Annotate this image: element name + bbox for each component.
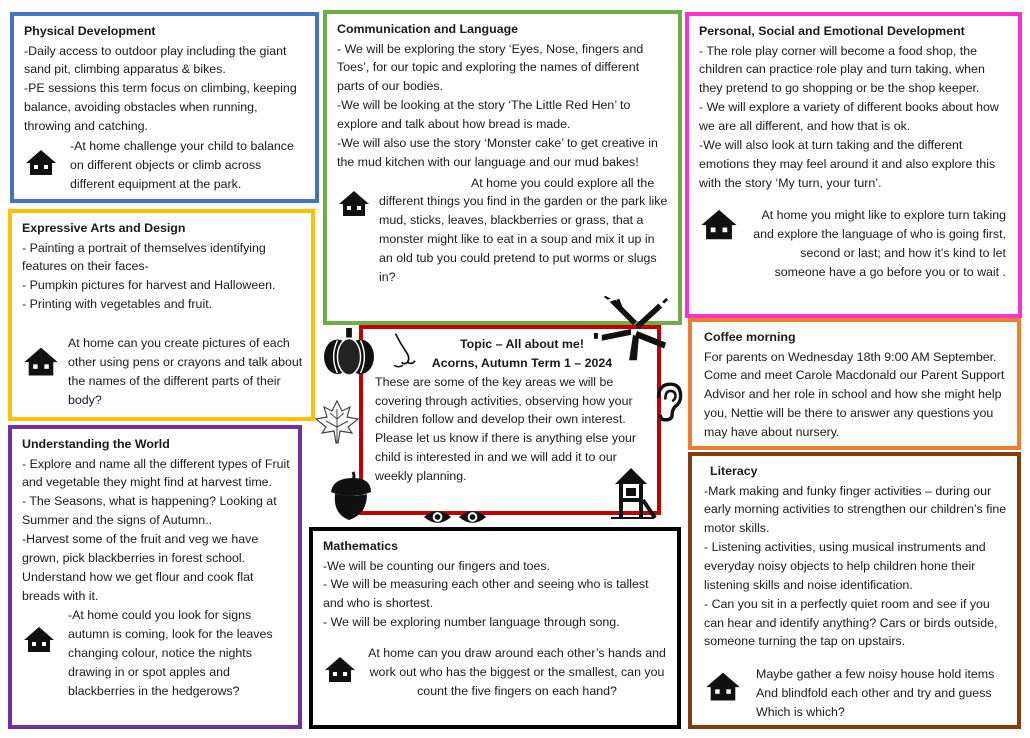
house-icon	[24, 147, 58, 177]
world-title: Understanding the World	[22, 437, 170, 451]
world-home	[22, 606, 290, 700]
coffee-box	[688, 318, 1021, 450]
literacy-line: - Listening activities, using musical instruments and everyday noisy objects to help children hone their listening skills and noise identification.	[704, 540, 986, 592]
communication-line: - We will be exploring the story ‘Eyes, Nose, fingers and Toes’, for our topic and exploring the names of different parts of our bodies.	[337, 41, 644, 94]
literacy-title: Literacy	[710, 464, 758, 478]
communication-line: -We will be looking at the story ‘The Little Red Hen’ to explore and talk about how bread is made.	[337, 98, 631, 131]
arts-box	[8, 209, 315, 421]
leaf-icon	[312, 397, 362, 447]
ear-icon	[650, 380, 684, 424]
communication-home	[337, 174, 670, 287]
acorn-icon	[325, 470, 375, 524]
literacy-line: -Mark making and funky finger activities – during our early morning activities to strengthen our children’s fine motor skills.	[704, 483, 1007, 536]
physical-line: -PE sessions this term focus on climbing, keeping balance, avoiding obstacles when running, throwing and catching.	[24, 81, 297, 133]
pse-home	[699, 206, 1010, 281]
pse-line: - The role play corner will become a food shop, the children can practice role play and turn taking, when they pretend to go shopping or be the shop keeper.	[699, 43, 985, 96]
communication-title: Communication and Language	[337, 22, 519, 36]
pse-home-text: At home you might like to explore turn taking and explore the language of who is going first, second or last; and how it’s kind to let someone have a go before you or to wait .	[753, 208, 1006, 279]
coffee-title: Coffee morning	[704, 330, 796, 344]
maths-title: Mathematics	[323, 539, 399, 553]
maths-home-text: At home can you draw around each other’s hands and work out who has the biggest or the smallest, can you count the five fingers on each hand?	[368, 645, 666, 698]
pse-title: Personal, Social and Emotional Development	[699, 24, 965, 38]
physical-home-text: -At home challenge your child to balance on different objects or climb across different equipment at the park.	[70, 138, 294, 191]
topic-subtitle: Acorns, Autumn Term 1 – 2024	[431, 355, 613, 370]
world-line: - Explore and name all the different types of Fruit and vegetable they might find at harvest time.	[22, 456, 290, 490]
house-icon	[323, 654, 357, 684]
world-line: - The Seasons, what is happening? Looking at Summer and the signs of Autumn..	[22, 494, 277, 528]
arts-line: - Painting a portrait of themselves identifying features on their faces-	[22, 240, 266, 274]
communication-home-text: At home you could explore all the different things you find in the garden or the park like mud, sticks, leaves, blackberries or grass, that a monster might like to eat in a soup and mix it up in an old tub you could pretend to put worms or slugs in?	[379, 175, 668, 284]
physical-line: -Daily access to outdoor play including the giant sand pit, climbing apparatus & bikes.	[24, 43, 287, 77]
hands-icon	[594, 295, 672, 365]
coffee-body: For parents on Wednesday 18th 9:00 AM September. Come and meet Carole Macdonald our Parent Support Advisor and her role in school and how she might help you, Nettie will be there to answer any questions you may have about nursery.	[704, 349, 1005, 439]
pse-line: -We will also look at turn taking and the different emotions they may feel around it and also explore this with the story ‘My turn, your turn’.	[699, 137, 996, 190]
arts-home	[22, 334, 303, 409]
physical-title: Physical Development	[24, 24, 156, 38]
house-icon	[699, 206, 739, 242]
physical-home	[24, 137, 307, 194]
world-home-text: -At home could you look for signs autumn is coming, look for the leaves changing colour, notice the nights drawing in or spot apples and blackberries in the hedgerows?	[68, 608, 273, 698]
house-icon	[22, 624, 56, 654]
literacy-line: - Can you sit in a perfectly quiet room and see if you can hear and identify anything? Cars or birds outside, someone turning the tap on upstairs.	[704, 596, 998, 649]
maths-box	[309, 527, 681, 729]
maths-line: -We will be counting our fingers and toes.	[323, 558, 551, 573]
arts-line: - Pumpkin pictures for harvest and Halloween.	[22, 278, 276, 293]
maths-line: - We will be exploring number language through song.	[323, 615, 620, 630]
topic-body: These are some of the key areas we will be covering through activities, observing how your children follow and develop their own interest. Please let us know if there is anything else your child is interested in and we will add it to our weekly planning.	[375, 374, 637, 483]
nose-icon	[388, 330, 418, 372]
maths-home	[323, 644, 669, 701]
world-box	[8, 425, 302, 729]
house-icon	[704, 669, 742, 703]
arts-home-text: At home can you create pictures of each other using pens or crayons and talk about the names of the different parts of their body?	[68, 335, 303, 407]
pse-box	[685, 12, 1022, 318]
world-line: -Harvest some of the fruit and veg we have grown, pick blackberries in forest school. Understand how we get flour and cook flat breads with it.	[22, 531, 259, 603]
arts-title: Expressive Arts and Design	[22, 221, 186, 235]
topic-title: Topic – All about me!	[460, 337, 584, 351]
house-icon	[337, 188, 371, 218]
arts-line: - Printing with vegetables and fruit.	[22, 297, 213, 312]
eyes-icon	[422, 505, 490, 529]
communication-box	[323, 10, 682, 325]
pse-line: - We will explore a variety of different books about how we are all different, and how that is ok.	[699, 100, 999, 133]
maths-line: - We will be measuring each other and seeing who is tallest and who is shortest.	[323, 577, 649, 611]
communication-line: -We will also use the story ‘Monster cake’ to get creative in the mud kitchen with our language and our mud bakes!	[337, 135, 658, 169]
house-icon	[22, 344, 60, 378]
playground-icon	[607, 466, 657, 520]
literacy-home	[704, 665, 1009, 722]
literacy-home-text: Maybe gather a few noisy house hold items And blindfold each other and try and guess Which is which?	[756, 667, 995, 719]
pumpkin-icon	[320, 326, 378, 376]
physical-development-box	[10, 12, 319, 203]
literacy-box	[688, 452, 1021, 729]
